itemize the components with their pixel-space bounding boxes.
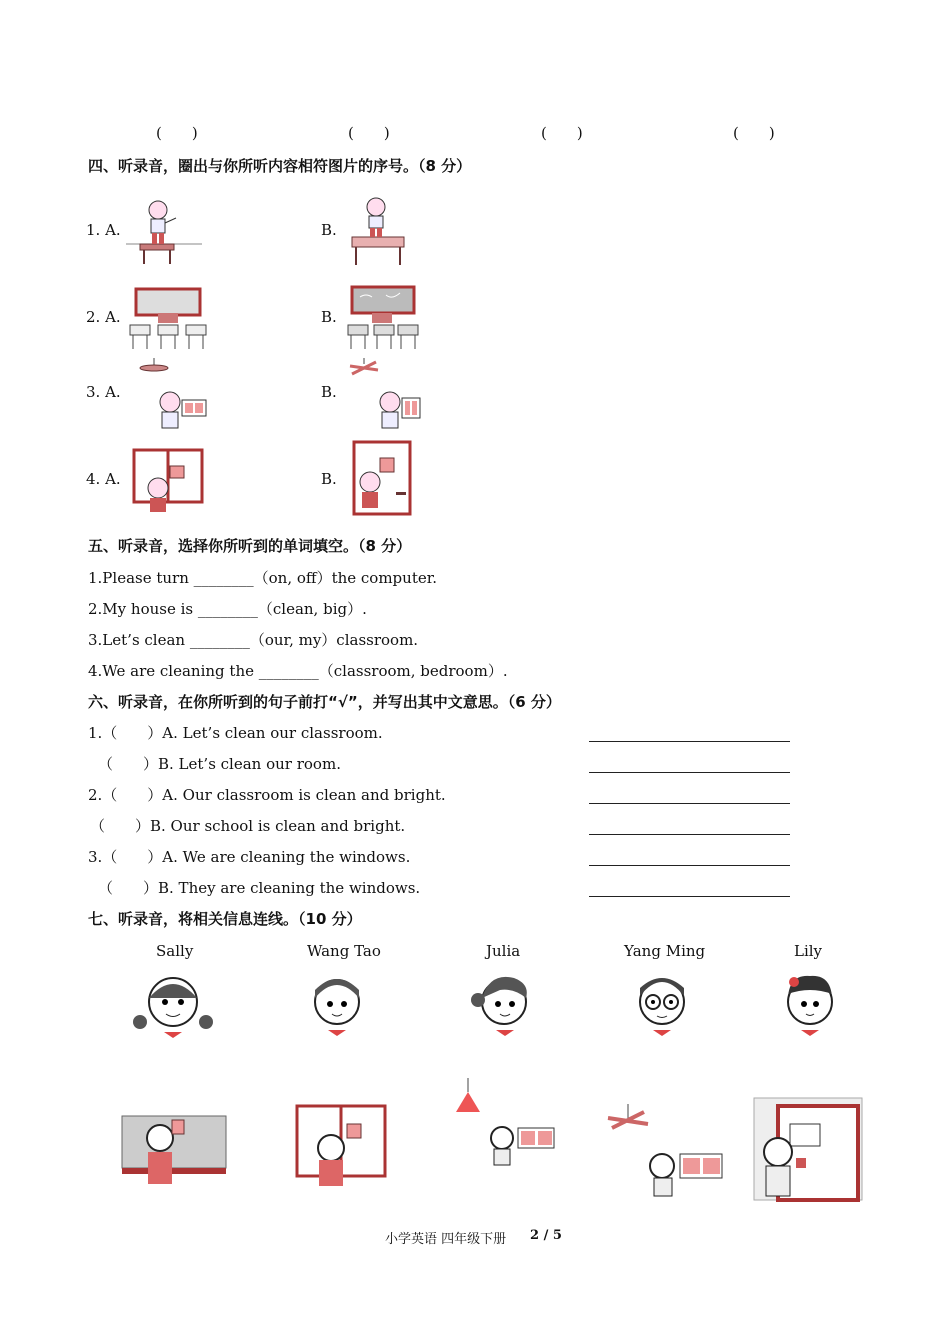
- translation-line[interactable]: [589, 740, 790, 742]
- check-item[interactable]: （ ）B. Our school is clean and bright.: [90, 817, 406, 835]
- fan-switch-picture[interactable]: [346, 358, 426, 432]
- fill-blank-item[interactable]: 4.We are cleaning the ________（classroom, bedroom）.: [88, 662, 508, 680]
- knocking-door-picture[interactable]: [752, 1096, 864, 1202]
- cleaning-window-picture[interactable]: [295, 1104, 389, 1188]
- option-label: 1. A.: [86, 221, 121, 239]
- classroom-picture[interactable]: [128, 287, 208, 351]
- person-name: Julia: [486, 942, 521, 960]
- option-label: B.: [321, 470, 337, 488]
- option-label: 4. A.: [86, 470, 121, 488]
- option-label: 3. A.: [86, 383, 121, 401]
- cleaning-blackboard-picture[interactable]: [120, 1112, 228, 1188]
- fill-blank-item[interactable]: 3.Let’s clean ________（our, my）classroom.: [88, 631, 419, 649]
- check-item[interactable]: 1.（ ）A. Let’s clean our classroom.: [88, 724, 383, 742]
- messy-classroom-picture[interactable]: [346, 285, 420, 351]
- yang-ming-face-picture[interactable]: [629, 966, 695, 1040]
- fan-switch-picture[interactable]: [130, 358, 210, 432]
- section4-title: 四、听录音，圈出与你所听内容相符图片的序号。（8 分）: [88, 157, 472, 175]
- section7-title: 七、听录音，将相关信息连线。（10 分）: [88, 910, 362, 928]
- translation-line[interactable]: [589, 895, 790, 897]
- fill-blank-item[interactable]: 1.Please turn ________（on, off）the computer.: [88, 569, 438, 587]
- section5-title: 五、听录音，选择你所听到的单词填空。（8 分）: [88, 537, 412, 555]
- person-name: Sally: [156, 942, 194, 960]
- fan-switch-picture[interactable]: [606, 1104, 726, 1198]
- page-number: 2 / 5: [530, 1228, 562, 1243]
- answer-bracket[interactable]: ( ): [733, 124, 775, 142]
- section6-title: 六、听录音，在你所听到的句子前打“√”，并写出其中文意思。（6 分）: [88, 693, 561, 711]
- person-name: Yang Ming: [624, 942, 706, 960]
- cleaning-door-picture[interactable]: [350, 440, 416, 516]
- option-label: 2. A.: [86, 308, 121, 326]
- person-name: Lily: [794, 942, 823, 960]
- julia-face-picture[interactable]: [470, 966, 538, 1040]
- answer-bracket[interactable]: ( ): [348, 124, 390, 142]
- lily-face-picture[interactable]: [778, 966, 842, 1040]
- footer-subject: 小学英语 四年级下册: [385, 1232, 507, 1247]
- check-item[interactable]: （ ）B. Let’s clean our room.: [98, 755, 341, 773]
- boy-on-desk-picture[interactable]: [126, 196, 204, 266]
- translation-line[interactable]: [589, 771, 790, 773]
- light-switch-picture[interactable]: [450, 1078, 558, 1168]
- sally-face-picture[interactable]: [128, 968, 218, 1040]
- fill-blank-item[interactable]: 2.My house is ________（clean, big）.: [88, 600, 367, 618]
- cleaning-window-picture[interactable]: [132, 448, 204, 514]
- translation-line[interactable]: [589, 864, 790, 866]
- translation-line[interactable]: [589, 802, 790, 804]
- option-label: B.: [321, 308, 337, 326]
- person-name: Wang Tao: [307, 942, 381, 960]
- option-label: B.: [321, 383, 337, 401]
- wang-tao-face-picture[interactable]: [304, 968, 370, 1040]
- check-item[interactable]: 2.（ ）A. Our classroom is clean and bright.: [88, 786, 446, 804]
- answer-bracket[interactable]: ( ): [541, 124, 583, 142]
- translation-line[interactable]: [589, 833, 790, 835]
- boy-on-desk-picture[interactable]: [348, 193, 408, 267]
- answer-bracket[interactable]: ( ): [156, 124, 198, 142]
- check-item[interactable]: （ ）B. They are cleaning the windows.: [98, 879, 421, 897]
- check-item[interactable]: 3.（ ）A. We are cleaning the windows.: [88, 848, 411, 866]
- option-label: B.: [321, 221, 337, 239]
